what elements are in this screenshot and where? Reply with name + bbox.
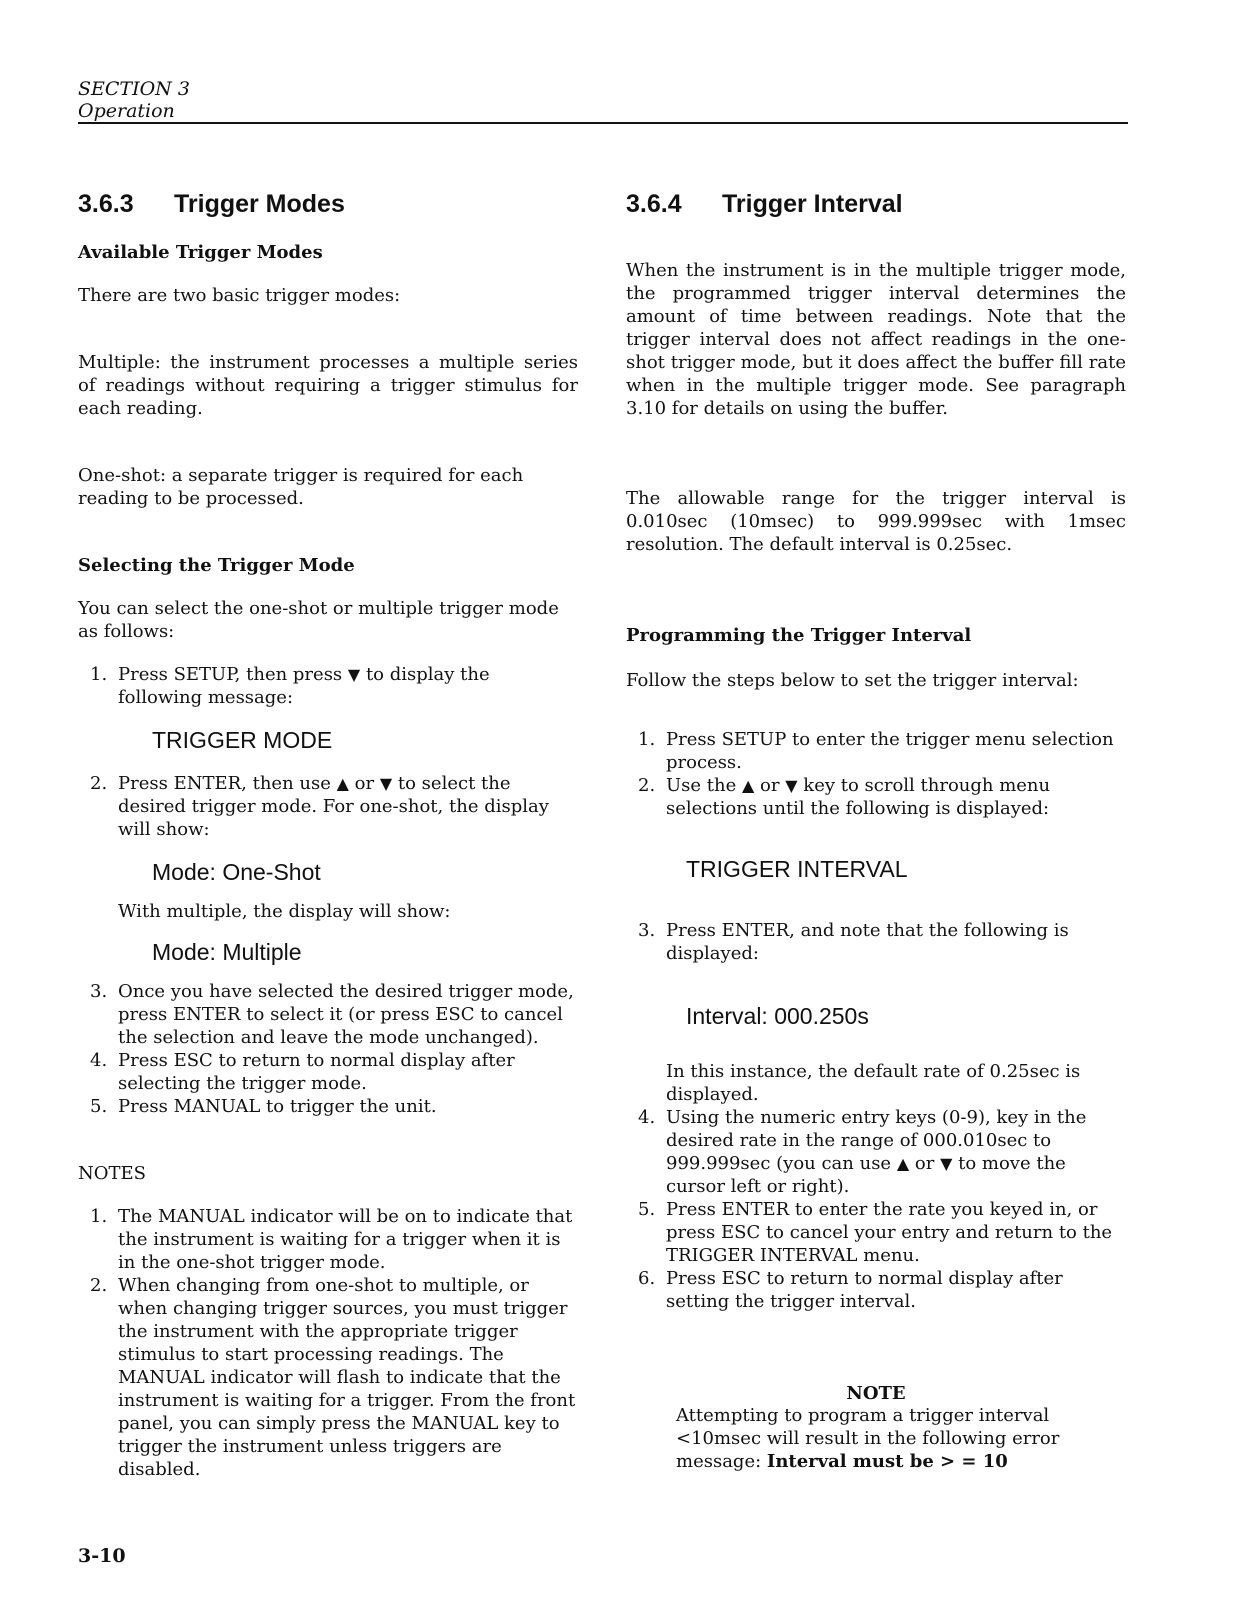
steps-list — [78, 980, 578, 1118]
section-number: 3.6.3 — [78, 190, 134, 218]
subsection-label: Operation — [78, 100, 175, 122]
paragraph: There are two basic trigger modes: — [78, 285, 401, 306]
right-column — [626, 190, 1126, 1473]
display-readout: Interval: 000.250s — [686, 1003, 869, 1029]
down-arrow-icon: ▼ — [379, 774, 393, 793]
section-label: SECTION 3 — [78, 78, 190, 100]
note-box — [676, 1383, 1076, 1473]
list-item: 3. Once you have selected the desired trigger mode, press ENTER to select it (or press ESC to cancel the selection and leave the mode unchanged). — [90, 981, 574, 1048]
down-arrow-icon: ▼ — [785, 776, 798, 795]
list-item: 2. Use the ▲ or ▼ key to scroll through menu selections until the following is displayed: — [638, 775, 1051, 819]
error-message: Interval must be > = 10 — [766, 1451, 1008, 1472]
notes-heading: NOTES — [78, 1163, 146, 1184]
paragraph: Multiple: the instrument processes a multiple series of readings without requiring a trigger stimulus for each reading. — [78, 352, 578, 419]
list-item: 4. Press ESC to return to normal display after selecting the trigger mode. — [90, 1050, 515, 1094]
section-number: 3.6.4 — [626, 190, 682, 218]
list-item: 5. Press MANUAL to trigger the unit. — [90, 1096, 437, 1117]
section-heading-trigger-modes — [78, 190, 578, 219]
paragraph: One-shot: a separate trigger is required for each reading to be processed. — [78, 465, 524, 509]
page-header — [78, 78, 1128, 122]
section-heading-trigger-interval — [626, 190, 1126, 219]
list-item: 4. Using the numeric entry keys (0-9), key in the desired rate in the range of 000.010sec to 999.999sec (you can use ▲ or ▼ to move the cursor left or right). — [638, 1107, 1087, 1197]
list-item: 6. Press ESC to return to normal display after setting the trigger interval. — [638, 1268, 1063, 1312]
subheading-programming: Programming the Trigger Interval — [626, 625, 972, 646]
up-arrow-icon: ▲ — [896, 1154, 910, 1173]
down-arrow-icon: ▼ — [347, 665, 361, 684]
list-item: 5. Press ENTER to enter the rate you keyed in, or press ESC to cancel your entry and return to the TRIGGER INTERVAL menu. — [638, 1199, 1113, 1266]
note-text: Attempting to program a trigger interval <10msec will result in the following error message: — [676, 1405, 1060, 1472]
steps-list — [626, 919, 1126, 965]
steps-list — [626, 728, 1126, 820]
list-item: 1. The MANUAL indicator will be on to indicate that the instrument is waiting for a trigger when it is in the one-shot trigger mode. — [90, 1206, 573, 1273]
steps-list — [78, 663, 578, 709]
page-number: 3-10 — [78, 1545, 126, 1567]
notes-list — [78, 1205, 578, 1481]
display-readout: TRIGGER INTERVAL — [686, 856, 908, 882]
subheading-selecting: Selecting the Trigger Mode — [78, 555, 355, 576]
paragraph: The allowable range for the trigger interval is 0.010sec (10msec) to 999.999sec with 1msec resolution. The default interval is 0.25sec. — [626, 488, 1126, 555]
paragraph: Follow the steps below to set the trigger interval: — [626, 670, 1079, 691]
list-item: 1. Press SETUP, then press ▼ to display the following message: — [90, 664, 490, 708]
display-readout: Mode: Multiple — [152, 939, 302, 965]
up-arrow-icon: ▲ — [336, 774, 349, 793]
note-title: NOTE — [846, 1383, 906, 1404]
section-title: Trigger Modes — [174, 190, 345, 218]
steps-list — [78, 772, 578, 841]
paragraph: With multiple, the display will show: — [118, 901, 451, 922]
subheading-available: Available Trigger Modes — [78, 242, 323, 263]
down-arrow-icon: ▼ — [940, 1154, 953, 1173]
list-item: 3. Press ENTER, and note that the following is displayed: — [638, 920, 1069, 964]
list-item: 2. When changing from one-shot to multiple, or when changing trigger sources, you must trigger the instrument with the appropriate trigger stimulus to start processing readings. The MANUAL indicator will flash to indicate that the instrument is waiting for a trigger. From the front panel, you can simply press the MANUAL key to trigger the instrument unless triggers are disabled. — [90, 1275, 576, 1480]
section-title: Trigger Interval — [722, 190, 903, 218]
up-arrow-icon: ▲ — [742, 776, 755, 795]
paragraph: In this instance, the default rate of 0.25sec is displayed. — [666, 1061, 1081, 1105]
steps-list — [626, 1106, 1126, 1313]
left-column — [78, 190, 578, 1481]
display-readout: Mode: One-Shot — [152, 859, 321, 885]
list-item: 2. Press ENTER, then use ▲ or ▼ to select the desired trigger mode. For one-shot, the display will show: — [90, 773, 549, 840]
display-readout: TRIGGER MODE — [152, 727, 333, 753]
paragraph: When the instrument is in the multiple trigger mode, the programmed trigger interval determines the amount of time between readings. Note that the trigger interval does not affect readings in the one-shot trigger mode, but it does affect the buffer fill rate when in the multiple trigger mode. See paragraph 3.10 for details on using the buffer. — [626, 260, 1126, 419]
list-item: 1. Press SETUP to enter the trigger menu selection process. — [638, 729, 1114, 773]
header-rule — [78, 122, 1128, 124]
paragraph: You can select the one-shot or multiple trigger mode as follows: — [78, 598, 559, 642]
